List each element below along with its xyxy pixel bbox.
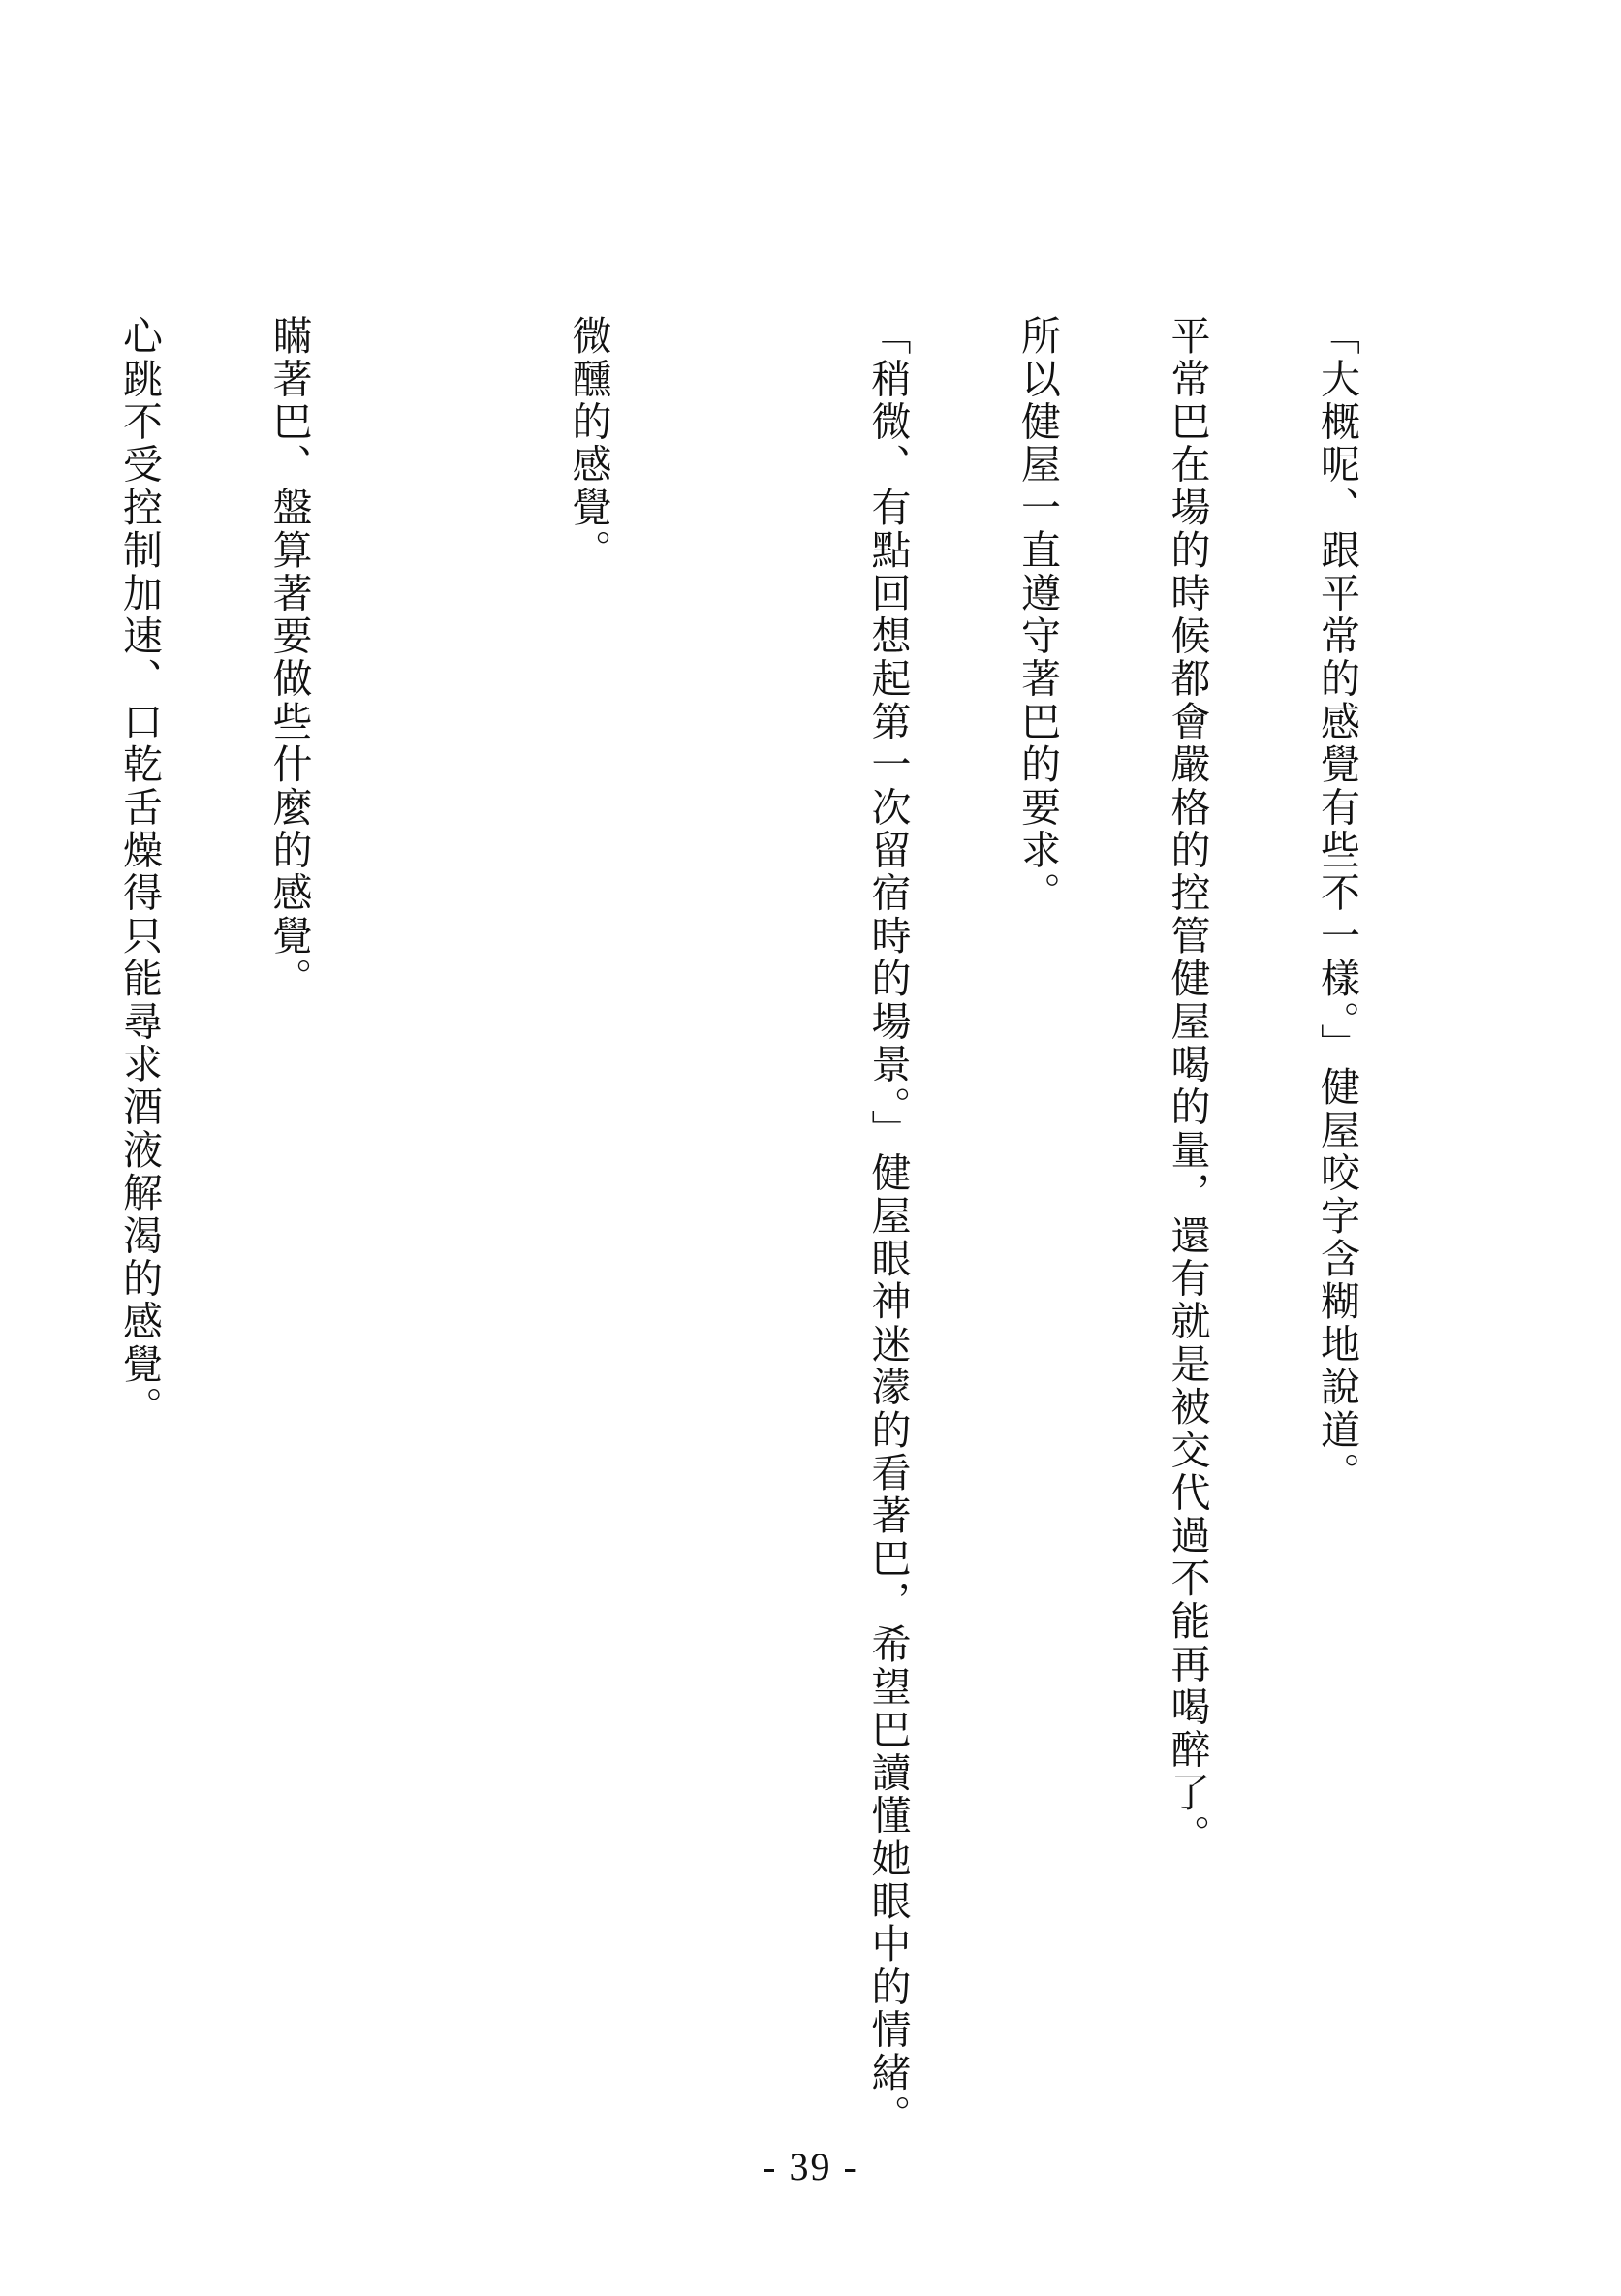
paragraph-6: 瞞著巴、盤算著要做些什麼的感覺。 (265, 315, 313, 1001)
paragraph-5: 微醺的感覺。 (565, 315, 612, 573)
paragraph-4: 「稍微、有點回想起第一次留宿時的場景。」健屋眼神迷濛的看著巴，希望巴讀懂她眼中的情緒。 (864, 315, 912, 2138)
paragraph-3: 所以健屋一直遵守著巴的要求。 (1014, 315, 1061, 915)
paragraph-2: 平常巴在場的時候都會嚴格的控管健屋喝的量，還有就是被交代過不能再喝醉了。 (1164, 315, 1211, 1858)
blank-line-3 (0, 315, 15, 2186)
paragraph-7: 心跳不受控制加速、口乾舌燥得只能尋求酒液解渴的感覺。 (116, 315, 163, 1430)
page-number: - 39 - (763, 2145, 858, 2188)
blank-line-1 (713, 315, 764, 2186)
blank-line-2 (414, 315, 464, 2186)
paragraph-1: 「大概呢、跟平常的感覺有些不一樣。」健屋咬字含糊地說道。 (1314, 315, 1360, 1495)
vertical-text-body (0, 315, 1461, 2186)
